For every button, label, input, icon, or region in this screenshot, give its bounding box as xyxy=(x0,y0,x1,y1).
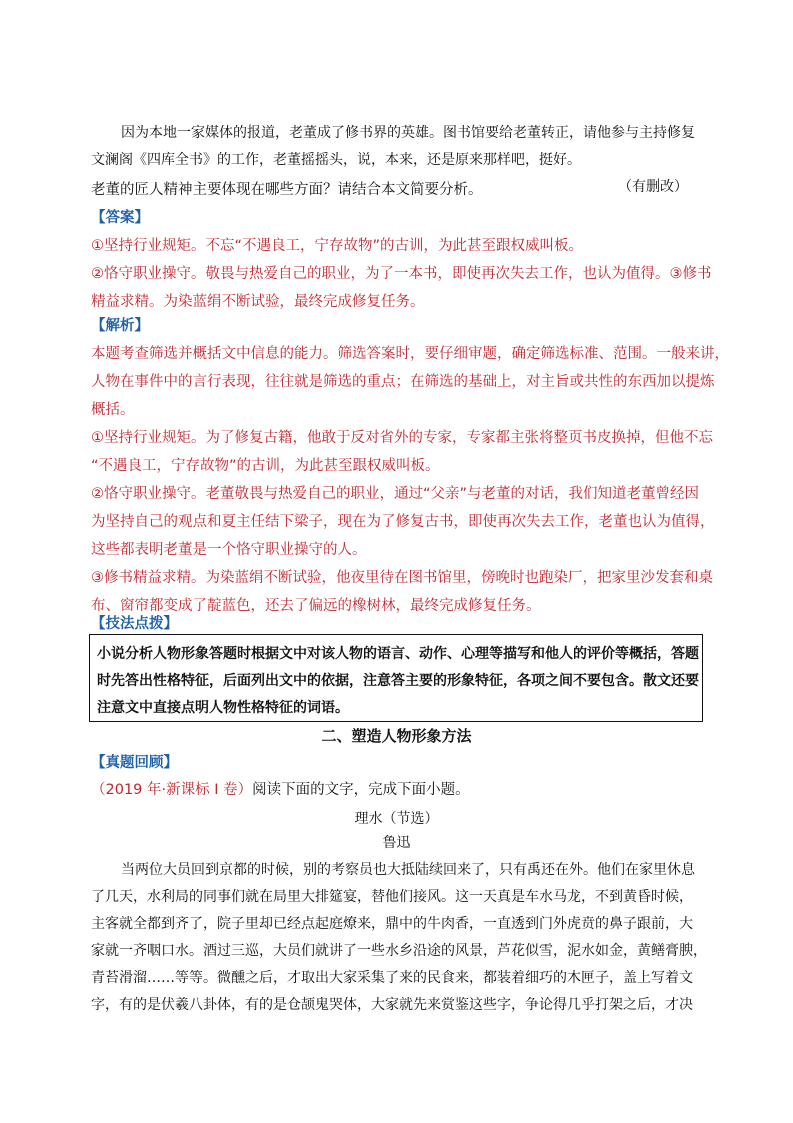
analysis-line: ③修书精益求精。为染蓝绢不断试验，他夜里待在图书馆里，傍晚时也跑染厂，把家里沙发套和桌 xyxy=(91,570,713,586)
question-text: 老董的匠人精神主要体现在哪些方面？请结合本文简要分析。 xyxy=(91,182,483,198)
tips-line: 注意文中直接点明人物性格特征的词语。 xyxy=(97,700,349,716)
story-paragraph-line: 当两位大员回到京都的时候，别的考察员也大抵陆续回来了，只有禹还在外。他们在家里休息 xyxy=(121,862,695,878)
exam-source-line xyxy=(91,778,470,799)
review-tag: 【真题回顾】 xyxy=(91,755,178,771)
story-paragraph-line: 文澜阁《四库全书》的工作，老董摇摇头，说，本来，还是原来那样吧，挺好。 xyxy=(91,152,581,168)
analysis-line: ②恪守职业操守。老董敬畏与热爱自己的职业，通过“父亲”与老董的对话，我们知道老董曾经因 xyxy=(91,486,700,502)
exam-instruction: 阅读下面的文字，完成下面小题。 xyxy=(252,782,470,798)
story-paragraph-line: 因为本地一家媒体的报道，老董成了修书界的英雄。图书馆要给老董转正，请他参与主持修复 xyxy=(121,125,695,141)
exam-source: （2019 年·新课标 I 卷） xyxy=(91,782,253,798)
source-note: （有删改） xyxy=(618,179,688,195)
analysis-line: 这些都表明老董是一个恪守职业操守的人。 xyxy=(91,542,367,558)
analysis-line: 布、窗帘都变成了靛蓝色，还去了偏远的橡树林，最终完成修复任务。 xyxy=(91,598,541,614)
story-author: 鲁迅 xyxy=(382,835,411,851)
answer-line: ①坚持行业规矩。不忘“不遇良工，宁存故物”的古训，为此甚至跟权威叫板。 xyxy=(91,238,584,254)
answer-line: ②恪守职业操守。敬畏与热爱自己的职业，为了一本书，即使再次失去工作，也认为值得。③修书 xyxy=(91,266,712,282)
analysis-line: 人物在事件中的言行表现，往往就是筛选的重点；在筛选的基础上，对主旨或共性的东西加以提炼 xyxy=(91,374,715,390)
story-title: 理水（节选） xyxy=(354,811,439,827)
analysis-line: ①坚持行业规矩。为了修复古籍，他敢于反对省外的专家，专家都主张将整页书皮换掉，但他不忘 xyxy=(91,430,713,446)
story-paragraph-line: 主客就全都到齐了，院子里却已经点起庭燎来，鼎中的牛肉香，一直透到门外虎贲的鼻子跟前，大 xyxy=(91,916,693,932)
story-paragraph-line: 青苔滑溜……等等。微醺之后，才取出大家采集了来的民食来，都装着细巧的木匣子，盖上写着文 xyxy=(91,970,693,986)
analysis-line: 本题考查筛选并概括文中信息的能力。筛选答案时，要仔细审题，确定筛选标准、范围。一般来讲， xyxy=(91,346,729,362)
story-paragraph-line: 了几天，水利局的同事们就在局里大排筵宴，替他们接风。这一天真是车水马龙，不到黄昏时候， xyxy=(91,889,693,905)
answer-tag: 【答案】 xyxy=(91,210,149,226)
story-paragraph-line: 字，有的是伏羲八卦体，有的是仓颉鬼哭体，大家就先来赏鉴这些字，争论得几乎打架之后，才决 xyxy=(91,997,693,1013)
analysis-line: “不遇良工，宁存故物”的古训，为此甚至跟权威叫板。 xyxy=(91,458,440,474)
answer-line: 精益求精。为染蓝绢不断试验，最终完成修复任务。 xyxy=(91,294,425,310)
analysis-line: 为坚持自己的观点和夏主任结下梁子，现在为了修复古书，即使再次失去工作，老董也认为值得， xyxy=(91,514,715,530)
tips-box xyxy=(89,634,703,722)
tips-line: 小说分析人物形象答题时根据文中对该人物的语言、动作、心理等描写和他人的评价等概括，答题 xyxy=(97,646,699,662)
analysis-tag: 【解析】 xyxy=(91,318,149,334)
tips-tag: 【技法点拨】 xyxy=(91,616,178,632)
section-title: 二、塑造人物形象方法 xyxy=(321,727,472,745)
tips-line: 时先答出性格特征，后面列出文中的依据，注意答主要的形象特征，各项之间不要包含。散文还要 xyxy=(97,673,699,689)
story-paragraph-line: 家就一齐咽口水。酒过三巡，大员们就讲了一些水乡沿途的风景，芦花似雪，泥水如金，黄鳝膏腴， xyxy=(91,943,707,959)
analysis-line: 概括。 xyxy=(91,402,135,418)
